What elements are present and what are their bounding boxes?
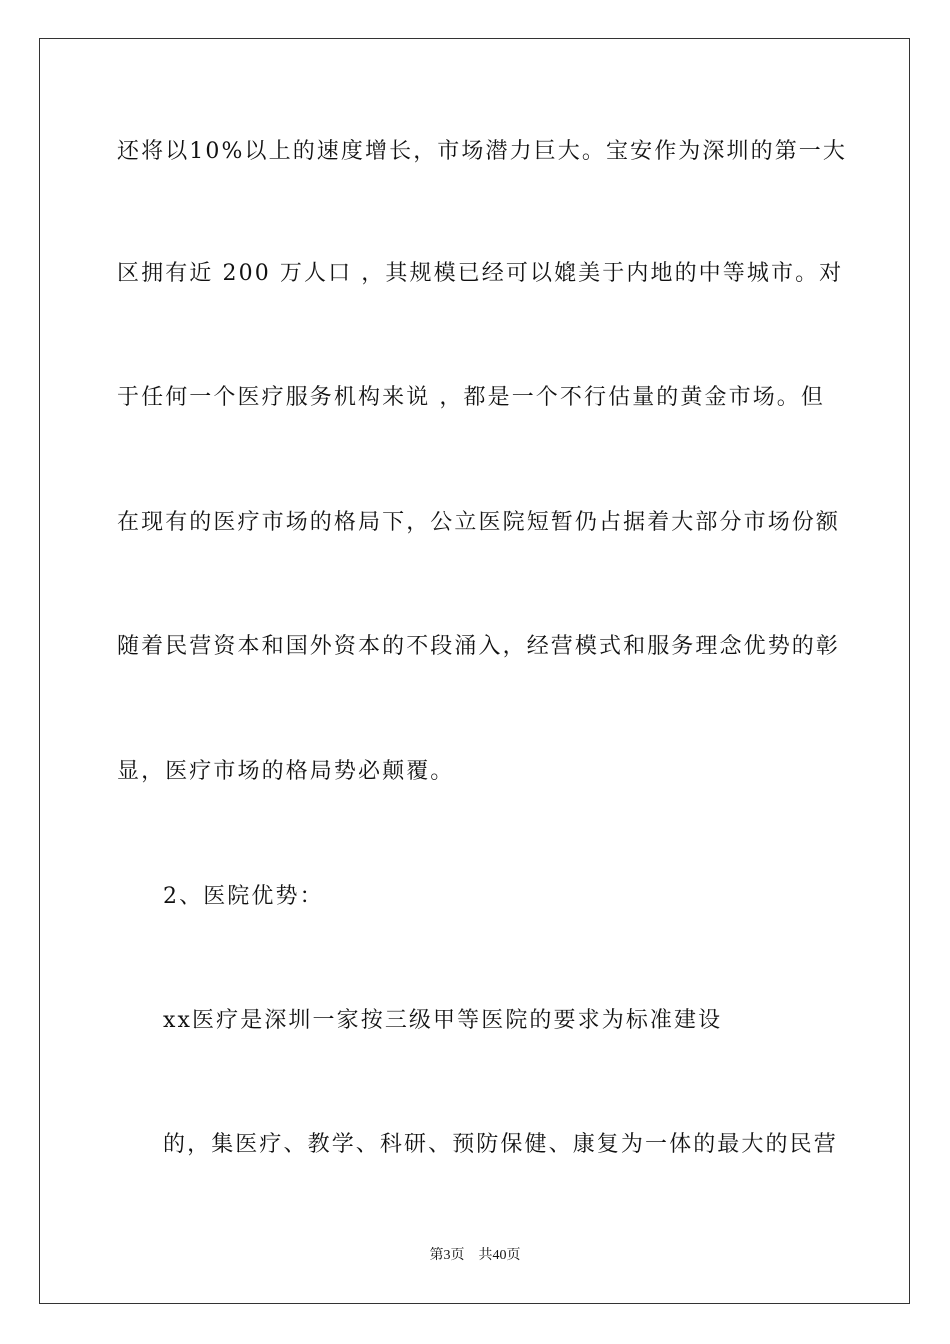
- section-heading: 2、医院优势：: [163, 884, 324, 909]
- body-line-4: 在现有的医疗市场的格局下，公立医院短暂仍占据着大部分市场份额: [117, 510, 841, 535]
- page-total: 共40页: [478, 1248, 521, 1263]
- page-number: 第3页: [429, 1248, 465, 1263]
- page-border: [39, 38, 910, 1304]
- body-line-2: 区拥有近 200 万人口 ，其规模已经可以媲美于内地的中等城市。对: [117, 261, 844, 286]
- body-line-1: 还将以10%以上的速度增长，市场潜力巨大。宝安作为深圳的第一大: [117, 139, 848, 164]
- body-line-3: 于任何一个医疗服务机构来说 ，都是一个不行估量的黄金市场。但: [117, 385, 825, 410]
- body-line-6: 显，医疗市场的格局势必颠覆。: [117, 759, 455, 784]
- body-line-5: 随着民营资本和国外资本的不段涌入，经营模式和服务理念优势的彰: [117, 634, 841, 659]
- page-footer: [0, 1246, 950, 1266]
- body-line-8: xx医疗是深圳一家按三级甲等医院的要求为标准建设: [163, 1008, 723, 1033]
- body-line-9: 的，集医疗、教学、科研、预防保健、康复为一体的最大的民营: [163, 1132, 838, 1157]
